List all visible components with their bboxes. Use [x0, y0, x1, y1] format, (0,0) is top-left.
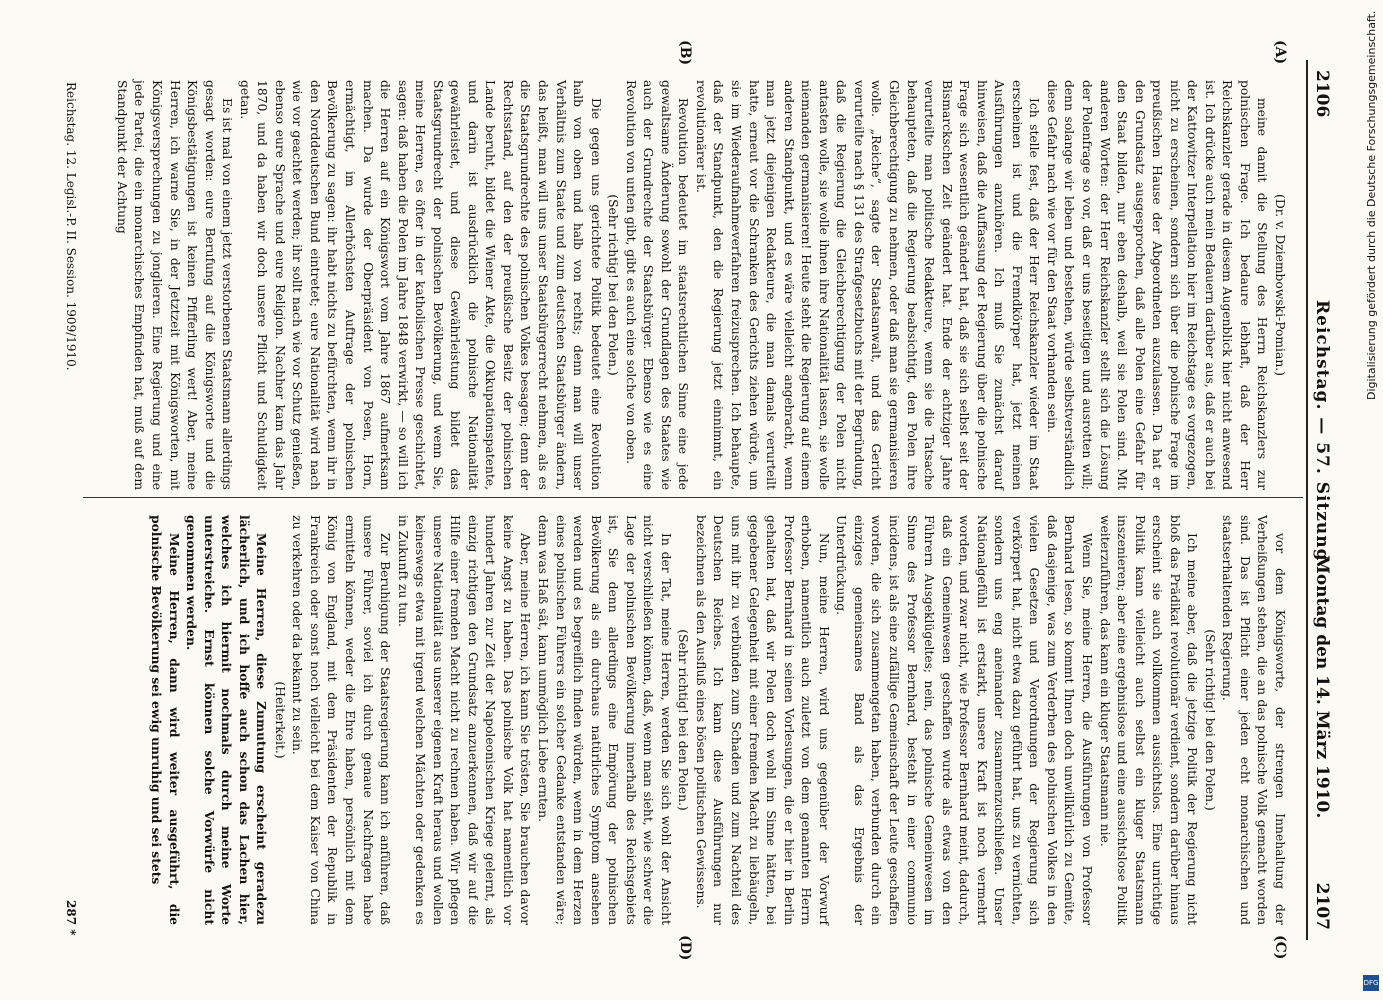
paragraph: Wenn Sie, meine Herren, die Ausführungen von Professor Bernhard lesen, so kommt Ihnen doch unwillkürlich zu Gemüte, daß dasjenige, was zum Verderben des polnischen Volkes in den vielen Gesetzen und Verordnungen der Regierung sich verkörpert hat, nicht etwa dazu geführt hat, uns zu vernichten, sondern uns eng aneinander zusammenzuschließen. Unser Nationalgefühl ist erstarkt, unsere Kraft ist noch vermehrt worden, und zwar nicht, wie Professor Bernhard meint, dadurch, daß ein Gemeinwesen geschaffen wurde als etwas von den Führern Ausgeklügeltes; nein, das polnische Gemeinwesen im Sinne des Professor Bernhard, besteht in einer communio incidens, ist als eine zufällige Gemeinschaft der Leute geschaffen worden, die sich zusammengetan haben, verbunden durch ein einziges gemeinsames Band als das Ergebnis der Unterdrückung. — [834, 515, 1094, 925]
paragraph: Meine Herren, diese Zumutung erscheint geradezu lächerlich, und ich hoffe auch schon das Lachen hier, welches ich hiermit nochmals durch meine Worte unterstreiche. Ernst können solche Vorwürfe nicht genommen werden. — [184, 515, 270, 925]
paragraph: Es ist mal von einem jetzt verstorbenen Staatsmann allerdings gesagt worden: eure Berufung auf die Königsworte und die Königsbestätigungen ist keinen Pfifferling wert! Aber, meine Herren, ich warne Sie, in der Jetztzeit mit Königsworten, mit Königsversprechungen zu jonglieren. Eine Regierung und eine jede Partei, die ein monarchisches Empfinden hat, muß auf dem Standpunkt der Achtung — [114, 80, 235, 490]
dfg-logo: DFG — [1363, 975, 1379, 991]
footer-session: Reichstag. 12. Legisl.-P. II. Session. 1909/1910. — [64, 82, 78, 371]
paragraph: In der Tat, meine Herren, werden Sie sich wohl der Ansicht nicht verschließen können, daß, wenn man sieht, wie schwer die Lage der polnischen Bevölkerung innerhalb des Reichsgebiets ist, Sie denn allerdings eine Empörung der polnischen Bevölkerung als ein durchaus natürliches Symptom ansehen werden und es begreiflich finden würden, wenn in dem Herzen eines polnischen Führers ein solcher Gedanke entstanden wäre; denn was Haß sät, kann unmöglich Liebe ernten. — [536, 515, 673, 925]
speaker-line: (Dr. v. Dziembowski-Pomian.) — [1273, 194, 1287, 376]
paragraph: Zur Beruhigung der Staatsregierung kann ich anführen, daß unsere Führer, soviel ich durch genaue Nachfragen habe ermitteln können, weder die Ehre haben, persönlich mit dem König von England, mit dem Präsidenten der Republik in Frankreich oder sonst noch vielleicht bei dem Kaiser von China zu verkehren oder da bekannt zu sein. — [290, 515, 393, 925]
margin-mark-a: (A) — [1272, 40, 1288, 65]
margin-mark-c: (C) — [1272, 935, 1288, 960]
paragraph: Meine Herren, dann wird weiter ausgeführt, die polnische Bevölkerung sei ewig unruhig und sei stets — [149, 515, 182, 925]
paragraph: vor dem Königsworte, der strengen Innehaltung der Verheißungen stehen, die an das polnische Volk gemacht worden sind. Das ist Pflicht einer jeden echt monarchischen und staatserhaltenden Regierung. — [1220, 515, 1287, 925]
session-date: Montag den 14. März 1910. — [1312, 555, 1332, 819]
paragraph: Aber, meine Herren, ich kann Sie trösten, Sie brauchen davor keine Angst zu haben. Das polnische Volk hat namentlich vor hundert Jahren zur Zeit der Napoleonischen Kriege gelernt, als einzig richtigen den Grundsatz anzuerkennen, daß wir auf die Hilfe einer fremden Macht nicht zu rechnen haben. Wir pflegen unsere Nationalität aus unserer eigenen Kraft heraus und wollen keineswegs etwa mit irgend welchen Mächten oder gedenken es in Zukunft zu tun. — [395, 515, 533, 925]
page-number-right: 2107 — [1312, 882, 1332, 930]
interjection: (Sehr richtig! bei den Polen.) — [676, 629, 691, 811]
right-column — [147, 515, 1288, 925]
paragraph: Ich stelle fest, daß der Herr Reichskanzler wieder im Staat erscheinen ist und die Fremdkörper hat, jetzt meinen Ausführungen anzuhören. Ich muß Sie zunächst darauf hinweisen, daß die Auffassung der Regierung über die polnische Frage sich wesentlich geändert hat, daß sie sich selbst seit der Bismarckschen Zeit geändert hat. Ende der achtziger Jahre verurteilte man politische Redakteure, wenn sie die Tatsache behaupteten, daß die Regierung beabsichtigt, den Polen ihre Gleichberechtigung zu nehmen, oder daß man sie germanisieren wolle. „Reiche“, sagte der Staatsanwalt, und das Gericht verurteilte nach § 131 des Strafgesetzbuchs mit der Begründung, daß die Regierung die Gleichberechtigung der Polen nicht antasten wolle, sie wolle ihnen ihre Nationalität lassen, sie wolle niemanden germanisieren! Heute steht die Regierung auf einem anderen Standpunkt, und es wäre vielleicht angebracht, wenn man jetzt diejenigen Redakteure, die man damals verurteilt hatte, erneut vor die Schranken des Gerichts ziehen würde, um sie im Wiederaufnahmeverfahren freizusprechen. Ich behaupte, daß der Standpunkt, den die Regierung jetzt einnimmt, ein revolutionärer ist. — [693, 80, 1042, 490]
paragraph: Ich meine aber, daß die jetzige Politik der Regierung nicht bloß das Prädikat revolutionär verdient, sondern darüber hinaus erscheint sie auch vollkommen aussichtslos. Eine unrichtige Politik kann vielleicht auch selbst ein kluger Staatsmann inszenieren; aber eine ergebnislose und eine aussichtslose Politik weiterzuführen, das kann ein kluger Staatsmann nie. — [1097, 515, 1200, 925]
footer-sheet-number: 287 * — [64, 900, 78, 936]
paragraph: Revolution bedeutet im staatsrechtlichen Sinne eine jede gewaltsame Änderung sowohl der Grundlagen des Staates wie auch der Grundrechte der Staatsbürger. Ebenso wie es eine Revolution von unten gibt, gibt es auch eine solche von oben. — [623, 80, 691, 490]
header-rule — [1306, 60, 1308, 940]
interjection: (Sehr richtig! bei den Polen.) — [1202, 629, 1217, 811]
margin-mark-b: (B) — [677, 40, 693, 66]
page-header — [1298, 0, 1338, 1000]
interjection: (Sehr richtig! bei den Polen.) — [606, 194, 621, 376]
margin-mark-d: (D) — [677, 935, 693, 961]
column-separator — [83, 497, 1303, 498]
session-title: Reichstag. — 57. Sitzung. — [1312, 300, 1332, 569]
left-column — [112, 80, 1288, 490]
paragraph: Die gegen uns gerichtete Politik bedeutet eine Revolution halb von oben und halb von rechts; denn man will unser Verhältnis zum Staate und zum deutschen Staatsbürger ändern, das heißt, man will uns unser Staatsbürgerrecht nehmen, als es die Staatsgrundrechte des polnischen Volkes besagen; denn der Rechtsstand, auf den der preußische Besitz der polnischen Lande beruht, bildet die Wiener Akte, die Okkupationspatente, und darin ist ausdrücklich die polnische Nationalität gewährleistet, und diese Gewährleistung bildet das Staatsgrundrecht der polnischen Bevölkerung, und wenn Sie, meine Herren, es öfter in der katholischen Presse geschichtet, sagen: daß haben die Polen im Jahre 1848 verwirkt, — so will ich die Herren auf ein Königswort vom Jahre 1867 aufmerksam machen. Da wurde der Oberpräsident von Posen, Horn, ermächtigt, im Allerhöchsten Auftrage der polnischen Bevölkerung zu sagen: ihr habt nichts zu befürchten, wenn ihr in den Norddeutschen Bund eintretet; eure Nationalität wird nach wie vor geachtet werden; ihr sollt nach wie vor Schutz genießen, ebenso eure Sprache und eure Religion. Nachher kam das Jahr 1870, und da haben wir doch unsere Pflicht und Schuldigkeit getan. — [237, 80, 603, 490]
digitization-credit: Digitalisierung gefördert durch die Deutsche Forschungsgemeinschaft. — [1365, 10, 1378, 400]
interjection: (Heiterkeit.) — [272, 681, 287, 759]
paragraph: meine damit die Stellung des Herrn Reichskanzlers zur polnischen Frage. Ich bedaure lebhaft, daß der Herr Reichskanzler gerade in diesem Augenblick hier nicht anwesend ist. Ich drücke auch mein Bedauern darüber aus, daß er auch bei der Kattowitzer Interpellation hier im Reichstage es vorgezogen, nicht zu erscheinen, sondern sich über die polnische Frage im preußischen Hause der Abgeordneten auszulassen. Da hat er den Grundsatz ausgesprochen, daß alle Polen eine Gefahr für den Staat bilden, nur eben deshalb, weil sie Polen sind. Mit anderen Worten: der Herr Reichskanzler stellt sich die Lösung der Polenfrage so vor, daß er uns beseitigen und ausrotten will; denn solange wir leben und bestehen, würde selbstverständlich diese Gefahr nach wie vor für den Staat vorhanden sein. — [1044, 80, 1270, 490]
page-number-left: 2106 — [1312, 70, 1332, 118]
paragraph: Nun, meine Herren, wird uns gegenüber der Vorwurf erhoben, namentlich auch zuletzt von dem genannten Herrn Professor Bernhard in seinen Vorlesungen, die er hier in Berlin gehalten hat, daß wir Polen doch wohl im Sinne hätten, bei gegebener Gelegenheit mit einer fremden Macht zu liebäugeln, uns mit ihr zu verbünden zum Schaden und zum Nachteil des Deutschen Reiches. Ich kann diese Ausführungen nur bezeichnen als den Ausfluß eines bösen politischen Gewissens. — [693, 515, 831, 925]
